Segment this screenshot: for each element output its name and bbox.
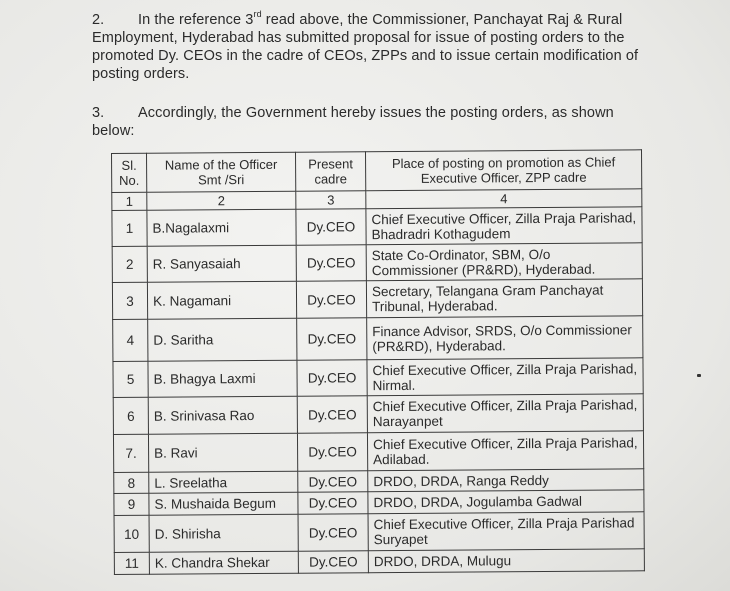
cell-present-cadre: Dy.CEO	[298, 551, 368, 573]
cell-officer-name: B.Nagalaxmi	[147, 209, 296, 246]
cell-place-of-posting: Chief Executive Officer, Zilla Praja Parishad Suryapet	[368, 512, 644, 551]
cell-present-cadre: Dy.CEO	[298, 514, 368, 551]
table-row	[112, 279, 642, 320]
table-row	[112, 243, 642, 283]
cell-sl-no: 7.	[113, 434, 148, 472]
cell-officer-name: B. Srinivasa Rao	[148, 396, 297, 434]
cell-sl-no: 9	[114, 493, 149, 515]
cell-sl-no: 5	[113, 361, 148, 397]
cell-sl-no: 2	[112, 246, 147, 282]
column-index: 3	[296, 191, 366, 209]
cell-place-of-posting: DRDO, DRDA, Ranga Reddy	[368, 469, 644, 492]
cell-sl-no: 3	[112, 282, 147, 319]
header-present-cadre: Present cadre	[295, 152, 365, 191]
cell-sl-no: 1	[112, 210, 147, 246]
cell-present-cadre: Dy.CEO	[296, 209, 366, 245]
cell-place-of-posting: Chief Executive Officer, Zilla Praja Parishad, Nirmal.	[367, 358, 643, 396]
cell-officer-name: S. Mushaida Begum	[149, 492, 298, 515]
cell-officer-name: B. Ravi	[148, 433, 297, 472]
table-row	[113, 316, 643, 362]
cell-officer-name: K. Nagamani	[147, 281, 296, 319]
paragraph-text-cont: read above, the Commissioner, Panchayat Raj & Rural Employment, Hyderabad has submitted proposal for issue of posting orders to the promoted Dy. CEOs in the cadre of CEOs, ZPPs and to issue certain modification of posting orders.	[92, 12, 639, 82]
table-row	[113, 394, 643, 435]
cell-present-cadre: Dy.CEO	[297, 433, 367, 471]
paragraph-2	[92, 11, 652, 83]
table-row	[112, 207, 642, 247]
cell-sl-no: 8	[114, 472, 149, 493]
cell-sl-no: 11	[114, 552, 149, 574]
cell-place-of-posting: Chief Executive Officer, Zilla Praja Parishad, Narayanpet	[367, 394, 643, 433]
cell-present-cadre: Dy.CEO	[297, 360, 367, 396]
cell-place-of-posting: Finance Advisor, SRDS, O/o Commissioner (PR&RD), Hyderabad.	[367, 316, 643, 360]
paragraph-text: Accordingly, the Government hereby issues the posting orders, as shown below:	[92, 105, 614, 139]
paragraph-3	[92, 104, 652, 140]
cell-sl-no: 10	[114, 515, 149, 552]
posting-orders-table	[111, 149, 645, 575]
cell-officer-name: D. Saritha	[148, 318, 297, 361]
cell-officer-name: L. Sreelatha	[149, 471, 298, 493]
cell-present-cadre: Dy.CEO	[296, 245, 366, 281]
table-row	[113, 431, 643, 473]
paragraph-number: 3.	[92, 105, 105, 121]
header-sl-no: Sl. No.	[112, 153, 147, 192]
table-row	[114, 512, 644, 553]
superscript: rd	[253, 9, 262, 19]
cell-present-cadre: Dy.CEO	[296, 281, 366, 318]
cell-place-of-posting: Secretary, Telangana Gram Panchayat Tribunal, Hyderabad.	[366, 279, 642, 318]
cell-place-of-posting: Chief Executive Officer, Zilla Praja Parishad, Adilabad.	[367, 431, 643, 471]
cell-place-of-posting: DRDO, DRDA, Mulugu	[368, 549, 644, 573]
paragraph-text: In the reference 3	[138, 12, 254, 28]
table-row	[113, 358, 643, 398]
cell-present-cadre: Dy.CEO	[297, 318, 367, 360]
header-officer-name: Name of the Officer Smt /Sri	[147, 152, 296, 192]
column-index: 4	[366, 189, 642, 209]
page-mark	[697, 374, 701, 377]
cell-place-of-posting: DRDO, DRDA, Jogulamba Gadwal	[368, 490, 644, 514]
cell-place-of-posting: Chief Executive Officer, Zilla Praja Parishad, Bhadradri Kothagudem	[366, 207, 642, 245]
cell-officer-name: D. Shirisha	[149, 514, 298, 552]
table-header-row	[112, 150, 642, 193]
cell-present-cadre: Dy.CEO	[297, 396, 367, 433]
table-row	[114, 549, 644, 575]
cell-present-cadre: Dy.CEO	[298, 492, 368, 514]
cell-officer-name: R. Sanyasaiah	[147, 245, 296, 282]
cell-sl-no: 4	[113, 319, 148, 361]
cell-present-cadre: Dy.CEO	[298, 471, 368, 492]
header-place-of-posting: Place of posting on promotion as Chief Executive Officer, ZPP cadre	[365, 150, 641, 191]
cell-place-of-posting: State Co-Ordinator, SBM, O/o Commissioner (PR&RD), Hyderabad.	[366, 243, 642, 281]
column-index: 1	[112, 192, 147, 210]
paragraph-number: 2.	[92, 12, 105, 28]
column-index: 2	[147, 191, 296, 210]
cell-officer-name: K. Chandra Shekar	[149, 551, 298, 574]
cell-sl-no: 6	[113, 397, 148, 434]
cell-officer-name: B. Bhagya Laxmi	[148, 360, 297, 397]
